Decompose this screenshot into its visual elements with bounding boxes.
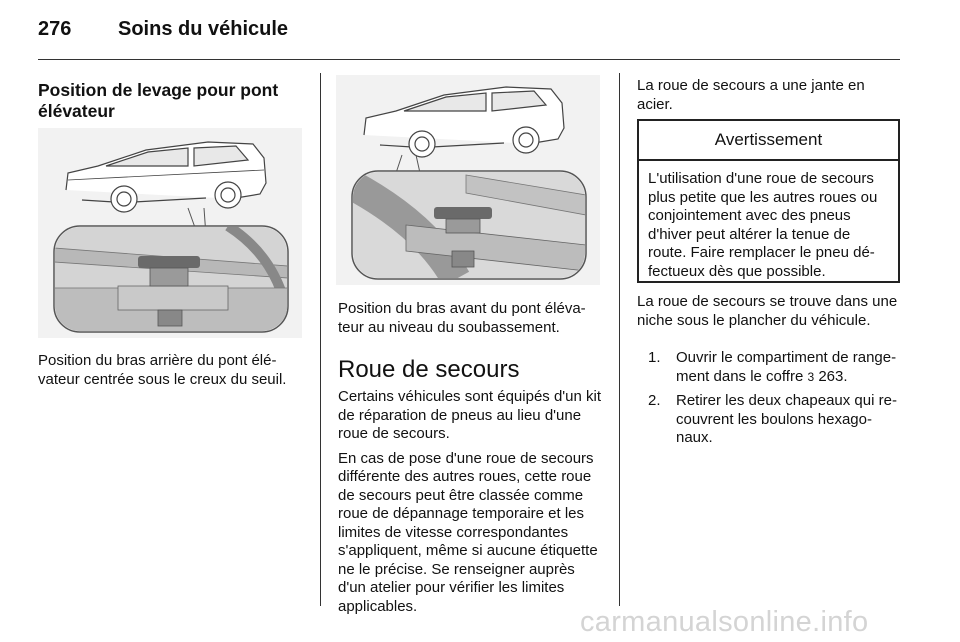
list-item	[648, 392, 900, 448]
step-number: 1.	[648, 349, 661, 366]
caption-front-lift-arm: Position du bras avant du pont élévateur au niveau du soubassement.	[338, 300, 586, 336]
page-number: 276	[38, 18, 72, 40]
paragraph-tyre-repair-kit: Certains véhicules sont équipés d'un kit de réparation de pneus au lieu d'une roue de secours.	[338, 388, 602, 442]
steps-list	[648, 349, 900, 454]
section-title-spare-wheel: Roue de secours	[338, 356, 520, 383]
watermark: carmanualsonline.info	[580, 606, 869, 638]
paragraph-steel-rim: La roue de secours a une jante en acier.	[637, 77, 865, 113]
warning-box	[637, 119, 900, 283]
warning-text: L'utilisation d'une roue de secours plus petite que les autres roues ou conjointement avec des pneus d'hiver peut altérer la tenue de route. Faire remplacer le pneu défectueux dès que possible.	[648, 170, 878, 280]
caption-rear-lift-arm: Position du bras arrière du pont élévateur centrée sous le creux du seuil.	[38, 352, 287, 388]
figure-rear-lift-arm	[38, 128, 302, 338]
figure-front-lift-arm	[336, 75, 600, 285]
car-illustration-icon	[66, 142, 266, 212]
paragraph-temporary-spare: En cas de pose d'une roue de secours différente des autres roues, cette roue de secours peut être classée comme roue de dépannage temporaire et les limites de vitesse correspondantes s'appliquent, même si aucune étiquette ne le précise. Se renseigner auprès d'un atelier pour vérifier les limites applicables.	[338, 449, 598, 615]
step-number: 2.	[648, 392, 661, 409]
column-divider-right	[619, 73, 620, 606]
step-text: Ouvrir le compartiment de rangement dans le coffre	[676, 349, 897, 385]
page-reference-arrow-icon: 3	[807, 369, 815, 384]
section-title-lift-position: Position de levage pour pont élévateur	[38, 80, 279, 121]
list-item	[648, 349, 900, 386]
page-reference[interactable]: 263.	[814, 367, 848, 385]
page-heading: Soins du véhicule	[118, 18, 289, 40]
paragraph-spare-location: La roue de secours se trouve dans une niche sous le plancher du véhicule.	[637, 293, 898, 329]
spare-wheel-text	[338, 388, 606, 622]
warning-title: Avertissement	[639, 121, 898, 161]
header-rule	[38, 59, 900, 60]
column-divider-left	[320, 73, 321, 606]
step-text: Retirer les deux chapeaux qui recouvrent les boulons hexagonaux.	[676, 392, 897, 446]
car-illustration-icon	[364, 87, 564, 157]
